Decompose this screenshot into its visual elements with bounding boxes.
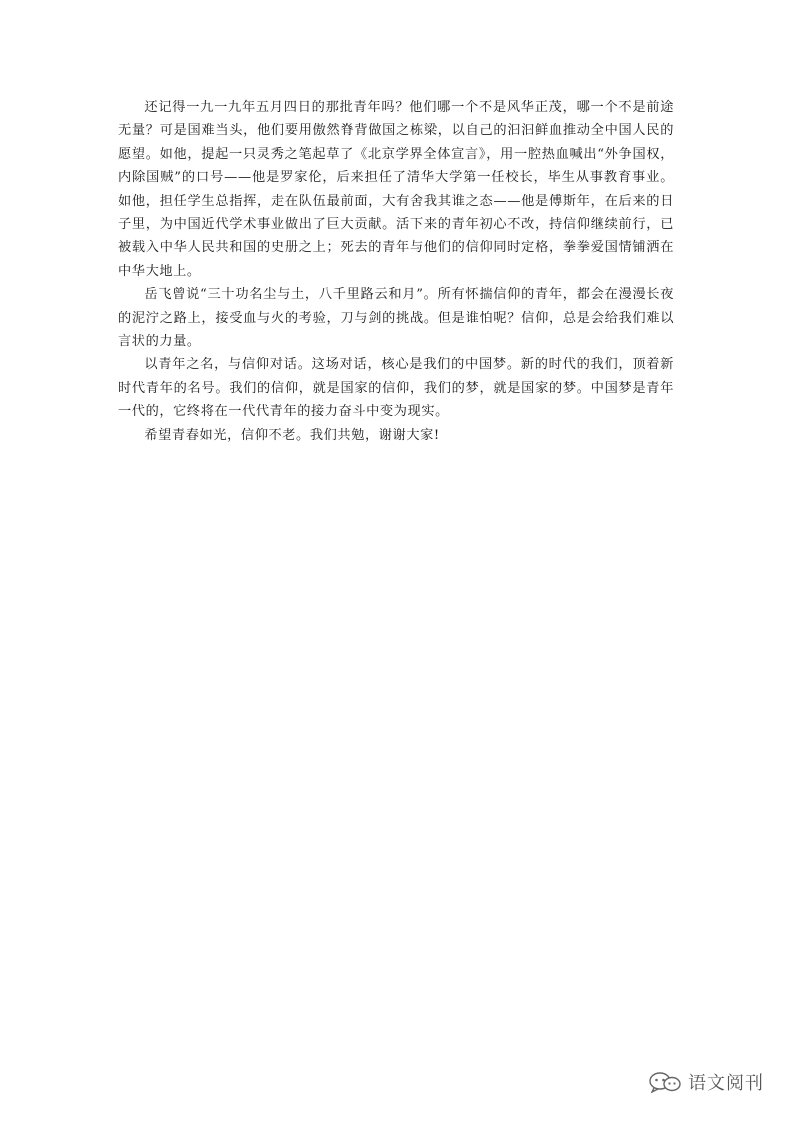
paragraph-4: 希望青春如光，信仰不老。我们共勉，谢谢大家!: [144, 427, 440, 443]
watermark-text: 语文阅刊: [688, 1073, 764, 1094]
paragraph-2: 岳飞曾说“三十功名尘与土，八千里路云和月”。所有怀揣信仰的青年，都会在漫漫长夜的泥泞之路上，接受血与火的考验，刀与剑的挑战。但是谁怕呢？信仰，总是会给我们难以言状的力量。: [118, 287, 674, 350]
paragraph-1: 还记得一九一九年五月四日的那批青年吗？他们哪一个不是风华正茂，哪一个不是前途无量？可是国难当头，他们要用傲然脊背做国之栋梁，以自己的汩汩鲜血推动全中国人民的愿望。如他，提起一只灵秀之笔起草了《北京学界全体宣言》，用一腔热血喊出“外争国权，内除国贼”的口号——他是罗家伦，后来担任了清华大学第一任校长，毕生从事教育事业。如他，担任学生总指挥，走在队伍最前面，大有舍我其谁之态——他是傅斯年，在后来的日子里，为中国近代学术事业做出了巨大贡献。活下来的青年初心不改，持信仰继续前行，已被载入中华人民共和国的史册之上；死去的青年与他们的信仰同时定格，拳拳爱国情铺洒在中华大地上。: [118, 100, 674, 279]
wechat-icon: [648, 1071, 682, 1093]
document-body: [118, 96, 674, 447]
source-watermark: [648, 1069, 764, 1095]
paragraph-3: 以青年之名，与信仰对话。这场对话，核心是我们的中国梦。新的时代的我们，顶着新时代青年的名号。我们的信仰，就是国家的信仰，我们的梦，就是国家的梦。中国梦是青年一代的，它终将在一代代青年的接力奋斗中变为现实。: [118, 357, 674, 420]
